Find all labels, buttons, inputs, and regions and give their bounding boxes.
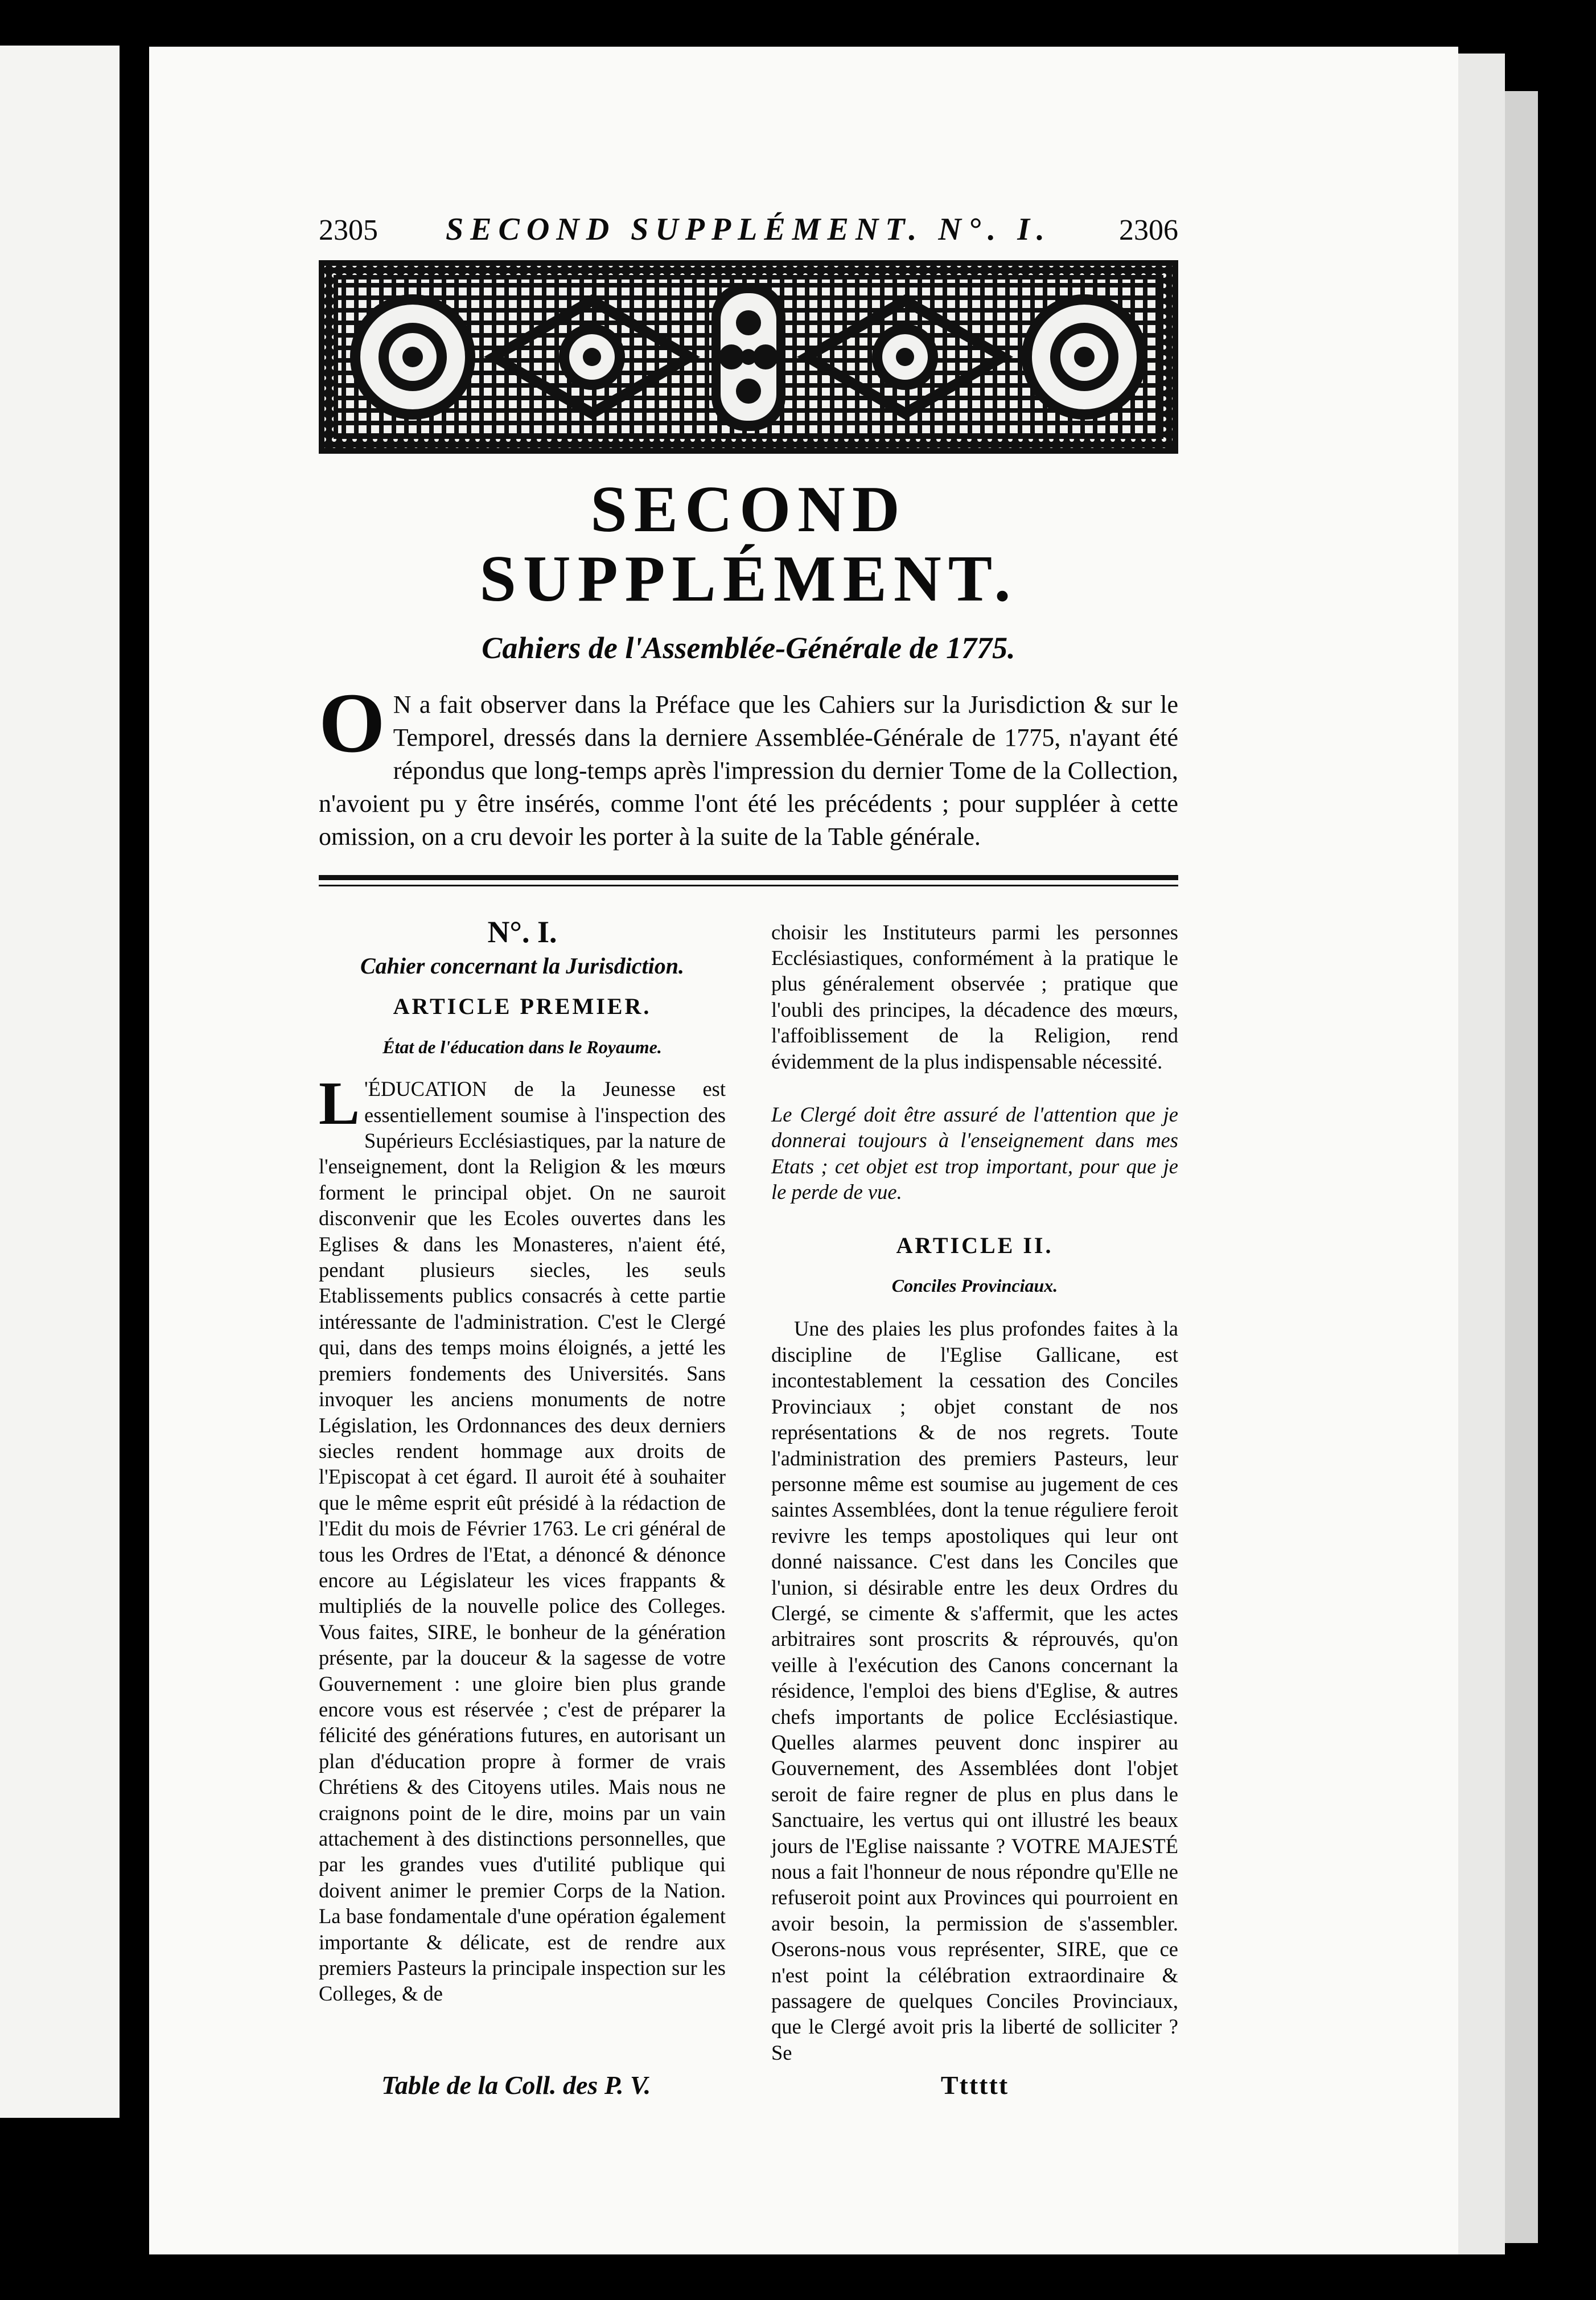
page-content [319, 208, 1178, 2100]
article-body [319, 1070, 726, 2007]
rosette-right [1022, 294, 1147, 420]
running-title: SECOND SUPPLÉMENT. N°. I. [445, 212, 1051, 247]
body-drop-cap: L [319, 1070, 360, 1138]
page-number-left: 2305 [319, 214, 378, 247]
medallion-center [711, 283, 785, 431]
continuation-text: choisir les Instituteurs parmi les personnes Ecclésiastiques, conformément à la pratique le plus généralement observée ; pratique que l'oubli des principes, la décadence des mœurs, l'affoiblissement de la Religion, rend évidemment de la plus indispensable nécessité. [771, 920, 1178, 1073]
two-column-body [319, 914, 1178, 2066]
adjacent-page [0, 46, 120, 2118]
article-subject: État de l'éducation dans le Royaume. [382, 1036, 662, 1057]
article-heading: ARTICLE PREMIER. [393, 993, 652, 1020]
page-number-right: 2306 [1119, 214, 1178, 247]
decorative-ornament-band [319, 260, 1178, 454]
running-head [319, 208, 1178, 253]
page-edge [1458, 54, 1505, 2254]
page-footer [319, 2070, 1178, 2100]
section-rule-thin [319, 885, 1178, 886]
article-subject: Conciles Provinciaux. [891, 1275, 1058, 1296]
intro-drop-cap: O [319, 675, 385, 770]
cahier-number: N°. I. [487, 914, 557, 949]
subtitle: Cahiers de l'Assemblée-Générale de 1775. [482, 630, 1015, 665]
signature-line: Table de la Coll. des P. V. [381, 2071, 651, 2100]
right-column [771, 919, 1178, 2066]
signature-mark: Tttttt [940, 2071, 1009, 2100]
royal-reply: Le Clergé doit être assuré de l'attention que je donnerai toujours à l'enseignement dans mes Etats ; cet objet est trop important, pour que je le perde de vue. [771, 1103, 1178, 1204]
main-title: SECOND SUPPLÉMENT. [479, 473, 1018, 615]
rosette-left [350, 294, 475, 420]
page-edge-shadow [1505, 91, 1538, 2243]
article-body: Une des plaies les plus profondes faites à la discipline de l'Eglise Gallicane, est incontestablement la cessation des Conciles Provinciaux ; objet constant de nos représentations & de nos regrets. Toute l'administration des premiers Pasteurs, leur personne même est soumise au jugement de ces saintes Assemblées, dont la tenue réguliere feroit revivre les temps apostoliques qui leur ont donné naissance. C'est dans les Conciles que l'union, si désirable entre les deux Ordres du Clergé, se cimente & s'affermit, que les actes arbitraires sont proscrits & réprouvés, qu'on veille à l'exécution des Canons concernant la résidence, l'emploi des biens d'Eglise, & autres chefs importants de police Ecclésiastique. Quelles alarmes peuvent donc inspirer au Gouvernement, des Assemblées dont l'objet seroit de faire regner de plus en plus dans le Sanctuaire, les vertus qui ont illustré les beaux jours de l'Eglise naissante ? VOTRE MAJESTÉ nous a fait l'honneur de nous répondre qu'Elle ne refuseroit point aux Provinces qui pourroient en avoir besoin, la permission de s'assembler. Oserons-nous vous représenter, SIRE, que ce n'est point la célébration extraordinaire & passagere de quelques Conciles Provinciaux, que le Clergé avoit pris la liberté de solliciter ? Se [771, 1317, 1178, 2064]
intro-text: N a fait observer dans la Préface que les Cahiers sur la Jurisdiction & sur le Temporel, dressés dans la derniere Assemblée-Générale de 1775, n'ayant été répondus que long-temps après l'impression du dernier Tome de la Collection, n'avoient pu y être insérés, comme l'ont été les précédents ; pour suppléer à cette omission, on a cru devoir les porter à la suite de la Table générale. [319, 690, 1178, 851]
article-text: 'ÉDUCATION de la Jeunesse est essentiellement soumise à l'inspection des Supérieurs Ecclésiastiques, par la nature de l'enseignement, dont la Religion & les mœurs forment le principal objet. On ne sauroit disconvenir que les Ecoles ouvertes dans les Eglises & dans les Monasteres, n'aient été, pendant plusieurs siecles, les seuls Etablissements publics consacrés à cette partie intéressante de l'administration. C'est le Clergé qui, dans des temps moins éloignés, a jetté les premiers fondements des Universités. Sans invoquer les anciens monuments de notre Législation, les Ordonnances des deux derniers siecles rendent hommage aux droits de l'Episcopat à cet égard. Il auroit été à souhaiter que le même esprit eût présidé à la rédaction de l'Edit du mois de Février 1763. Le cri général de tous les Ordres de l'Etat, a dénoncé & dénonce encore au Législateur les vices frappants & multipliés de la nouvelle police des Colleges. Vous faites, SIRE, le bonheur de la génération présente, par la douceur & la sagesse de votre Gouvernement : une gloire bien plus grande encore vous est réservée ; c'est de préparer la félicité des générations futures, en autorisant un plan d'éducation propre à former de vrais Chrétiens & des Citoyens utiles. Mais nous ne craignons point de le dire, moins par un vain attachement à des distinctions personnelles, que par les grandes vues d'utilité publique qui doivent animer le premier Corps de la Nation. La base fondamentale d'une opération également importante & délicate, est de rendre aux premiers Pasteurs la principale inspection sur les Colleges, & de [319, 1077, 726, 2006]
article-heading: ARTICLE II. [896, 1232, 1054, 1258]
left-column [319, 914, 726, 2066]
intro-paragraph [319, 675, 1178, 853]
cahier-title: Cahier concernant la Jurisdiction. [360, 953, 684, 979]
section-rule [319, 875, 1178, 880]
